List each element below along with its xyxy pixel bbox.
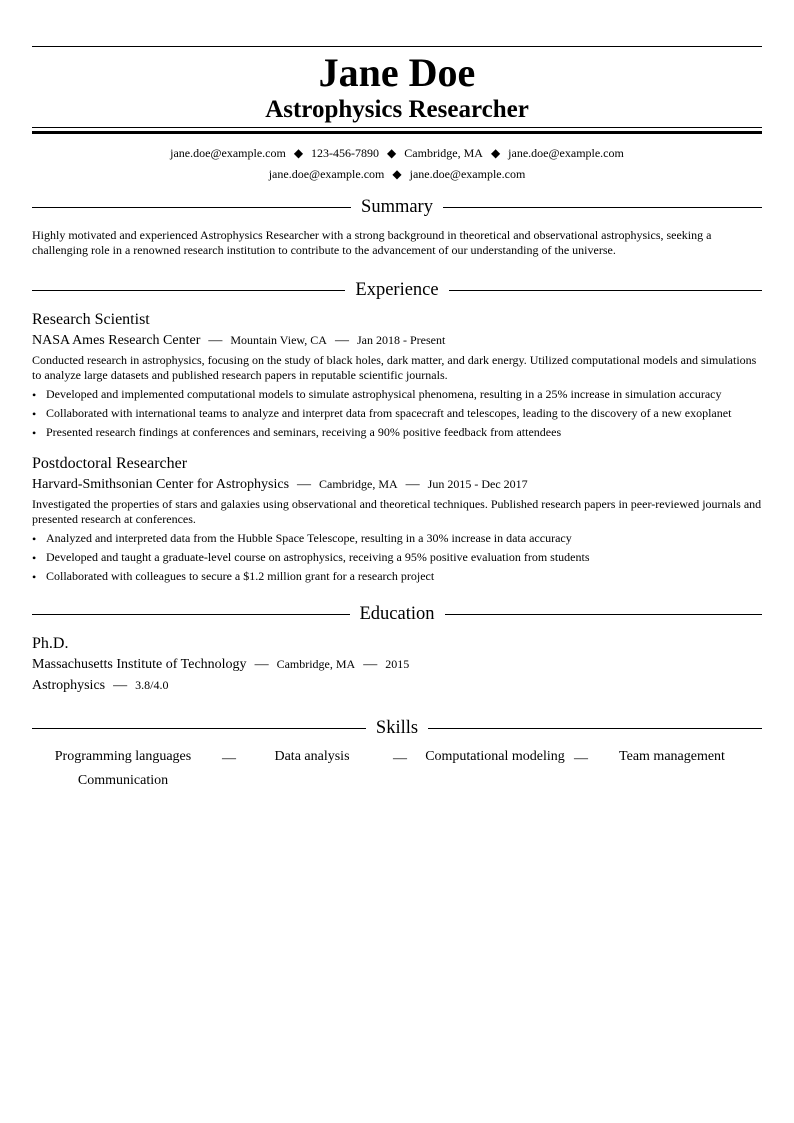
list-item <box>32 406 762 421</box>
heading-rule <box>445 614 763 615</box>
bullet-icon: • <box>32 570 37 584</box>
contact-line-1 <box>32 143 762 164</box>
candidate-headline: Astrophysics Researcher <box>265 96 529 123</box>
job-description: Conducted research in astrophysics, focusing on the study of black holes, dark matter, and dark energy. Utilized computational models and simulations to analyze large datasets and published research papers in reputable scientific journals. <box>32 353 757 382</box>
dash-separator: — <box>334 333 349 348</box>
candidate-name: Jane Doe <box>318 50 476 95</box>
contact-email[interactable]: jane.doe@example.com <box>170 146 286 160</box>
contact-email[interactable]: jane.doe@example.com <box>409 167 526 181</box>
diamond-separator-icon: ◆ <box>490 146 501 160</box>
header-rule-thick <box>32 131 762 134</box>
education-location: Cambridge, MA <box>276 657 356 671</box>
education-school-line <box>32 654 762 675</box>
diamond-separator-icon: ◆ <box>392 167 402 181</box>
bullet-text: Collaborated with international teams to analyze and interpret data from spacecraft and telescopes, leading to the discovery of a new exoplanet <box>46 406 732 420</box>
skill-item: Programming languages <box>54 749 192 764</box>
section-heading-experience <box>32 278 762 302</box>
list-item <box>32 387 762 402</box>
job-location: Cambridge, MA <box>319 477 398 491</box>
section-heading-skills <box>32 716 762 740</box>
contact-email[interactable]: jane.doe@example.com <box>508 146 624 160</box>
dash-separator: — <box>113 678 128 693</box>
job-entry <box>32 454 762 584</box>
header-rule-thin <box>32 127 762 128</box>
bullet-text: Developed and implemented computational models to simulate astrophysical phenomena, resulting in a 25% increase in simulation accuracy <box>46 387 722 401</box>
contact-line-2 <box>32 164 762 185</box>
bullet-icon: • <box>32 426 37 440</box>
skill-item: Team management <box>619 749 725 764</box>
dash-separator: — <box>254 657 269 672</box>
education-degree: Ph.D. <box>32 635 69 652</box>
dash-separator: — <box>208 333 223 348</box>
section-title: Education <box>359 604 435 624</box>
bullet-icon: • <box>32 532 37 546</box>
skills-row <box>32 746 762 770</box>
list-item <box>32 569 762 584</box>
heading-rule <box>32 614 350 615</box>
education-gpa: 3.8/4.0 <box>135 678 169 692</box>
dash-separator: — <box>405 477 420 492</box>
list-item <box>32 531 762 546</box>
section-heading-education <box>32 602 762 626</box>
education-school: Massachusetts Institute of Technology <box>32 657 247 672</box>
skills-row <box>32 770 762 792</box>
contact-email[interactable]: jane.doe@example.com <box>268 167 385 181</box>
job-title: Research Scientist <box>32 311 150 328</box>
contact-phone[interactable]: 123-456-7890 <box>311 146 380 160</box>
job-location: Mountain View, CA <box>230 333 327 347</box>
section-heading-summary <box>32 195 762 219</box>
skill-item: Computational modeling <box>425 749 565 764</box>
heading-rule <box>449 290 762 291</box>
job-meta <box>32 474 762 495</box>
contact-location: Cambridge, MA <box>404 146 483 160</box>
dash-separator: — <box>574 751 588 766</box>
list-item <box>32 550 762 565</box>
job-title: Postdoctoral Researcher <box>32 455 188 472</box>
job-description: Investigated the properties of stars and galaxies using observational and theoretical techniques. Published research papers in peer-reviewed journals and presented research at conferences. <box>32 497 762 526</box>
education-field: Astrophysics <box>32 678 106 693</box>
heading-rule <box>32 207 351 208</box>
heading-rule <box>32 728 366 729</box>
bullet-text: Collaborated with colleagues to secure a $1.2 million grant for a research project <box>46 569 435 583</box>
diamond-separator-icon: ◆ <box>387 146 397 160</box>
dash-separator: — <box>393 751 407 766</box>
bullet-text: Analyzed and interpreted data from the Hubble Space Telescope, resulting in a 30% increase in data accuracy <box>46 531 572 545</box>
job-organization: NASA Ames Research Center <box>32 333 201 348</box>
bullet-icon: • <box>32 388 37 402</box>
section-title: Experience <box>355 280 439 300</box>
skill-item: Data analysis <box>274 749 350 764</box>
diamond-separator-icon: ◆ <box>293 146 304 160</box>
dash-separator: — <box>297 477 312 492</box>
top-rule <box>32 46 762 47</box>
job-bullets <box>32 387 762 440</box>
job-organization: Harvard-Smithsonian Center for Astrophysics <box>32 477 290 492</box>
job-dates: Jun 2015 - Dec 2017 <box>427 477 528 491</box>
bullet-text: Presented research findings at conferences and seminars, receiving a 90% positive feedback from attendees <box>46 425 562 439</box>
heading-rule <box>428 728 762 729</box>
section-title: Summary <box>361 197 433 217</box>
job-bullets <box>32 531 762 584</box>
education-year: 2015 <box>385 657 410 671</box>
bullet-icon: • <box>32 551 37 565</box>
resume-page <box>32 46 762 792</box>
bullet-icon: • <box>32 407 37 421</box>
job-dates: Jan 2018 - Present <box>356 333 446 347</box>
job-entry <box>32 310 762 440</box>
heading-rule <box>443 207 762 208</box>
education-field-line <box>32 675 762 696</box>
dash-separator: — <box>363 657 378 672</box>
skills-list <box>32 746 762 792</box>
job-meta <box>32 330 762 351</box>
summary-text: Highly motivated and experienced Astrophysics Researcher with a strong background in theoretical and observational astrophysics, seeking a challenging role in a renowned research institution to contribute to the advancement of our understanding of the universe. <box>32 228 712 257</box>
dash-separator: — <box>222 751 236 766</box>
education-entry <box>32 634 762 696</box>
bullet-text: Developed and taught a graduate-level course on astrophysics, receiving a 95% positive evaluation from students <box>46 550 590 564</box>
skill-item: Communication <box>77 773 169 788</box>
heading-rule <box>32 290 345 291</box>
list-item <box>32 425 762 440</box>
contact-block <box>32 143 762 185</box>
section-title: Skills <box>375 718 419 738</box>
